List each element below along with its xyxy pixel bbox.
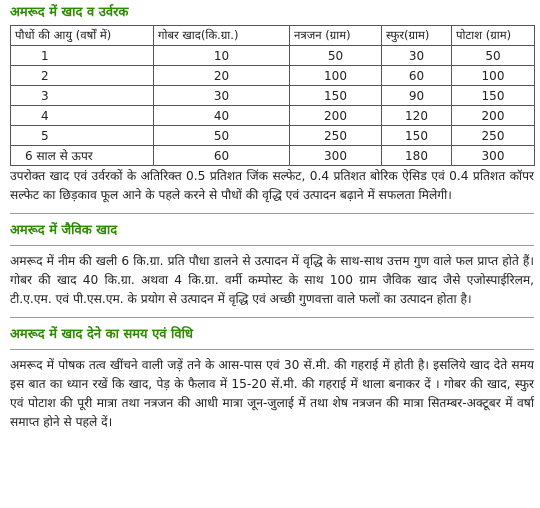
fertilizer-table xyxy=(10,25,535,166)
cell-nitrogen: 200 xyxy=(290,106,382,126)
timing-method-paragraph: अमरूद में पोषक तत्व खींचने वाली जड़ें तने के आस-पास एवं 30 सें.मी. की गहराई में होती है। इसलिये खाद देते समय इस बात का ध्यान रखें कि खाद, पेड़ के फैलाव में 15-20 सें.मी. की गहराई में थाला बनाकर दें । गोबर की खाद, स्फुर एवं पोटाश की पूरी मात्रा तथा नत्रजन की आधी मात्रा जून-जुलाई में तथा शेष नत्रजन की मात्रा सितम्बर-अक्टूबर में वर्षा समाप्त होने से पहले दें। xyxy=(10,358,534,429)
cell-nitrogen: 250 xyxy=(290,126,382,146)
table-row xyxy=(11,106,535,126)
cell-age: 1 xyxy=(11,46,154,66)
section-divider xyxy=(10,349,534,350)
cell-potash: 100 xyxy=(452,66,535,86)
header-phosphorus: स्फुर(ग्राम) xyxy=(382,26,452,46)
organic-manure-paragraph: अमरूद में नीम की खली 6 कि.ग्रा. प्रति पौधा डालने से उत्पादन में वृद्धि के साथ-साथ उत्तम गुण वाले फल प्राप्त होते हैं। गोबर की खाद 40 कि.ग्रा. अथवा 4 कि.ग्रा. वर्मी कम्पोस्ट के साथ 100 ग्राम जैविक खाद जैसे एजोस्पाईरिलम, टी.ए.एम. एवं पी.एस.एम. के प्रयोग से उत्पादन में वृद्धि एवं अच्छी गुणवत्ता वाले फलों का उत्पादन होता है। xyxy=(10,254,534,306)
section-divider xyxy=(10,245,534,246)
cell-age: 3 xyxy=(11,86,154,106)
cell-age: 6 साल से ऊपर xyxy=(11,146,154,166)
section-divider xyxy=(10,213,534,214)
cell-manure: 40 xyxy=(154,106,290,126)
cell-phosphorus: 90 xyxy=(382,86,452,106)
cell-age: 2 xyxy=(11,66,154,86)
cell-nitrogen: 300 xyxy=(290,146,382,166)
header-plant-age: पौधों की आयु (वर्षों में) xyxy=(11,26,154,46)
table-row xyxy=(11,66,535,86)
cell-manure: 30 xyxy=(154,86,290,106)
cell-potash: 150 xyxy=(452,86,535,106)
section-divider xyxy=(10,317,534,318)
cell-phosphorus: 120 xyxy=(382,106,452,126)
header-manure: गोबर खाद(कि.ग्रा.) xyxy=(154,26,290,46)
table-row xyxy=(11,86,535,106)
cell-manure: 50 xyxy=(154,126,290,146)
cell-nitrogen: 150 xyxy=(290,86,382,106)
table-row xyxy=(11,46,535,66)
cell-phosphorus: 180 xyxy=(382,146,452,166)
cell-age: 4 xyxy=(11,106,154,126)
cell-potash: 50 xyxy=(452,46,535,66)
table-row xyxy=(11,126,535,146)
fertilizer-note-paragraph: उपरोक्त खाद एवं उर्वरकों के अतिरिक्त 0.5 प्रतिशत जिंक सल्फेट, 0.4 प्रतिशत बोरिक ऐसिड एवं 0.4 प्रतिशत कॉपर सल्फेट का छिड़काव फूल आने के पहले करने से पौधों की वृद्धि एवं उत्पादन बढ़ाने में सफलता मिलेगी। xyxy=(10,169,534,202)
cell-potash: 300 xyxy=(452,146,535,166)
section-heading-organic: अमरूद में जैविक खाद xyxy=(10,223,118,238)
table-row xyxy=(11,146,535,166)
cell-nitrogen: 50 xyxy=(290,46,382,66)
section-heading-fertilizer: अमरूद में खाद व उर्वरक xyxy=(10,5,129,20)
cell-age: 5 xyxy=(11,126,154,146)
cell-manure: 20 xyxy=(154,66,290,86)
header-potash: पोटाश (ग्राम) xyxy=(452,26,535,46)
header-nitrogen: नत्रजन (ग्राम) xyxy=(290,26,382,46)
cell-potash: 250 xyxy=(452,126,535,146)
cell-manure: 60 xyxy=(154,146,290,166)
cell-nitrogen: 100 xyxy=(290,66,382,86)
table-header-row xyxy=(11,26,535,46)
cell-phosphorus: 60 xyxy=(382,66,452,86)
section-heading-timing: अमरूद में खाद देने का समय एवं विधि xyxy=(10,327,194,342)
cell-potash: 200 xyxy=(452,106,535,126)
cell-manure: 10 xyxy=(154,46,290,66)
cell-phosphorus: 150 xyxy=(382,126,452,146)
cell-phosphorus: 30 xyxy=(382,46,452,66)
